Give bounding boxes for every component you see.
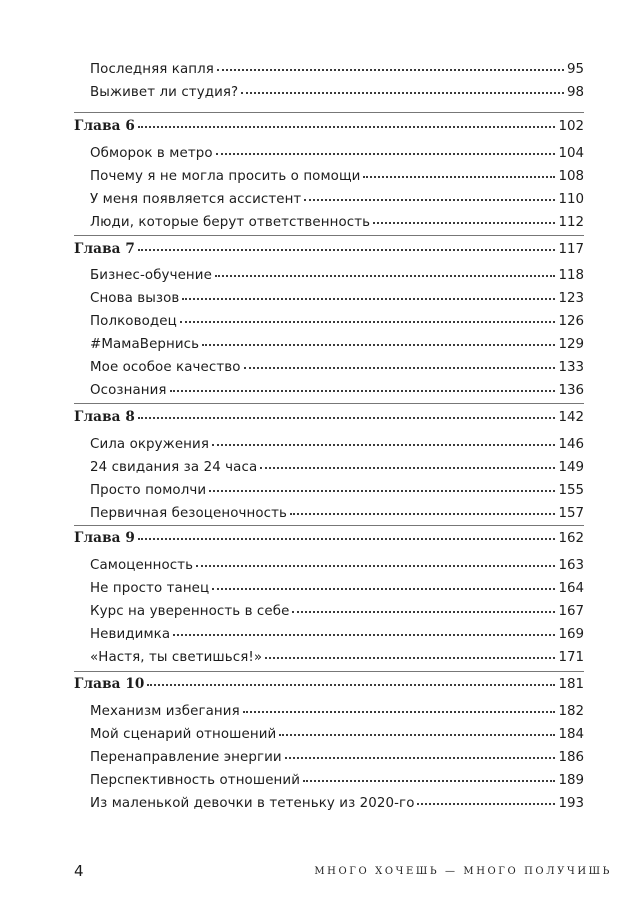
entry-title: Не просто танец <box>90 581 210 596</box>
page-ref: 157 <box>558 506 584 521</box>
dot-leader <box>417 802 555 805</box>
dot-leader <box>180 320 556 323</box>
toc-entry[interactable] <box>90 192 584 214</box>
page-ref: 189 <box>558 773 584 788</box>
toc-entry[interactable] <box>90 215 584 237</box>
dot-leader <box>244 366 556 369</box>
entry-title: Осознания <box>90 383 167 398</box>
toc-entry[interactable] <box>90 796 584 818</box>
dot-leader <box>196 564 555 567</box>
toc-entry[interactable] <box>90 337 584 359</box>
page-ref: 155 <box>558 483 584 498</box>
dot-leader <box>217 68 564 71</box>
toc-entry[interactable] <box>90 750 584 772</box>
page-ref: 126 <box>558 314 584 329</box>
entry-title: Сила окружения <box>90 437 209 452</box>
page-ref: 136 <box>558 383 584 398</box>
entry-title: Механизм избегания <box>90 704 240 719</box>
dot-leader <box>173 633 555 636</box>
chapter-title: Глава 7 <box>74 241 135 257</box>
toc-entry[interactable] <box>90 291 584 313</box>
chapter-title: Глава 9 <box>74 530 135 546</box>
entry-title: Последняя капля <box>90 62 214 77</box>
page-ref: 118 <box>558 268 584 283</box>
toc-entry[interactable] <box>90 383 584 405</box>
page-ref: 163 <box>558 558 584 573</box>
section-divider <box>74 112 584 113</box>
entry-title: Первичная безоценочность <box>90 506 288 521</box>
dot-leader <box>170 389 556 392</box>
entry-title: Полководец <box>90 314 177 329</box>
dot-leader <box>290 512 555 515</box>
entry-title: Почему я не могла просить о помощи <box>90 169 361 184</box>
entry-title: Невидимка <box>90 627 171 642</box>
toc-entry[interactable] <box>90 727 584 749</box>
page-ref: 142 <box>558 410 584 425</box>
chapter-title: Глава 8 <box>74 409 135 425</box>
toc-chapter-heading[interactable] <box>74 118 584 140</box>
chapter-title: Глава 6 <box>74 118 135 134</box>
entry-title: Снова вызов <box>90 291 180 306</box>
toc-entry[interactable] <box>90 146 584 168</box>
page-ref: 162 <box>558 531 584 546</box>
entry-title: Перенаправление энергии <box>90 750 282 765</box>
page-ref: 123 <box>558 291 584 306</box>
entry-title: Обморок в метро <box>90 146 213 161</box>
dot-leader <box>292 610 555 613</box>
entry-title: Из маленькой девочки в тетеньку из 2020-го <box>90 796 415 811</box>
entry-title: Бизнес-обучение <box>90 268 212 283</box>
toc-entry[interactable] <box>90 360 584 382</box>
dot-leader <box>147 683 555 686</box>
dot-leader <box>138 248 556 251</box>
page-ref: 149 <box>558 460 584 475</box>
toc-entry[interactable] <box>90 773 584 795</box>
dot-leader <box>138 416 556 419</box>
dot-leader <box>279 733 555 736</box>
toc-entry[interactable] <box>90 85 584 107</box>
page-ref: 146 <box>558 437 584 452</box>
entry-title: Люди, которые берут ответственность <box>90 215 371 230</box>
dot-leader <box>202 343 555 346</box>
toc-entry[interactable] <box>90 704 584 726</box>
page-ref: 181 <box>558 677 584 692</box>
page-ref: 133 <box>558 360 584 375</box>
page-ref: 164 <box>558 581 584 596</box>
toc-entry[interactable] <box>90 650 584 672</box>
page-ref: 117 <box>558 242 584 257</box>
dot-leader <box>304 198 555 201</box>
dot-leader <box>209 489 555 492</box>
page-ref: 108 <box>558 169 584 184</box>
dot-leader <box>215 274 556 277</box>
toc-entry[interactable] <box>90 604 584 626</box>
page-ref: 193 <box>558 796 584 811</box>
toc-entry[interactable] <box>90 314 584 336</box>
dot-leader <box>216 152 556 155</box>
section-divider <box>74 671 584 672</box>
toc-chapter-heading[interactable] <box>74 409 584 431</box>
entry-title: Перспективность отношений <box>90 773 300 788</box>
toc-chapter-heading[interactable] <box>74 676 584 698</box>
page-ref: 129 <box>558 337 584 352</box>
entry-title: #МамаВернись <box>90 337 200 352</box>
toc-entry[interactable] <box>90 460 584 482</box>
dot-leader <box>138 125 556 128</box>
toc-entry[interactable] <box>90 581 584 603</box>
page-ref: 102 <box>558 119 584 134</box>
dot-leader <box>265 656 555 659</box>
entry-title: Самоценность <box>90 558 194 573</box>
entry-title: Мое особое качество <box>90 360 241 375</box>
dot-leader <box>260 466 555 469</box>
toc-entry[interactable] <box>90 558 584 580</box>
entry-title: Курс на уверенность в себе <box>90 604 290 619</box>
page-ref: 182 <box>558 704 584 719</box>
toc-entry[interactable] <box>90 62 584 84</box>
entry-title: Выживет ли студия? <box>90 85 239 100</box>
toc-entry[interactable] <box>90 483 584 505</box>
dot-leader <box>285 756 556 759</box>
page-ref: 110 <box>558 192 584 207</box>
dot-leader <box>243 710 556 713</box>
page-number: 4 <box>74 862 84 880</box>
toc-entry[interactable] <box>90 627 584 649</box>
toc-entry[interactable] <box>90 169 584 191</box>
dot-leader <box>182 297 555 300</box>
section-divider <box>74 525 584 526</box>
toc-chapter-heading[interactable] <box>74 241 584 263</box>
page-ref: 171 <box>558 650 584 665</box>
page-ref: 167 <box>558 604 584 619</box>
dot-leader <box>241 91 564 94</box>
entry-title: «Настя, ты светишься!» <box>90 650 263 665</box>
page-ref: 104 <box>558 146 584 161</box>
chapter-title: Глава 10 <box>74 676 145 692</box>
running-head: МНОГО ХОЧЕШЬ — МНОГО ПОЛУЧИШЬ <box>314 866 612 877</box>
section-divider <box>74 235 584 236</box>
entry-title: Просто помолчи <box>90 483 207 498</box>
dot-leader <box>363 175 555 178</box>
page-ref: 169 <box>558 627 584 642</box>
page-ref: 95 <box>566 62 584 77</box>
toc-entry[interactable] <box>90 437 584 459</box>
page-ref: 112 <box>558 215 584 230</box>
dot-leader <box>138 537 556 540</box>
dot-leader <box>373 221 555 224</box>
entry-title: Мой сценарий отношений <box>90 727 277 742</box>
page-ref: 98 <box>566 85 584 100</box>
toc-entry[interactable] <box>90 268 584 290</box>
toc-chapter-heading[interactable] <box>74 530 584 552</box>
entry-title: 24 свидания за 24 часа <box>90 460 258 475</box>
entry-title: У меня появляется ассистент <box>90 192 302 207</box>
dot-leader <box>212 587 555 590</box>
page-ref: 186 <box>558 750 584 765</box>
page-ref: 184 <box>558 727 584 742</box>
dot-leader <box>212 443 555 446</box>
section-divider <box>74 403 584 404</box>
dot-leader <box>303 779 555 782</box>
